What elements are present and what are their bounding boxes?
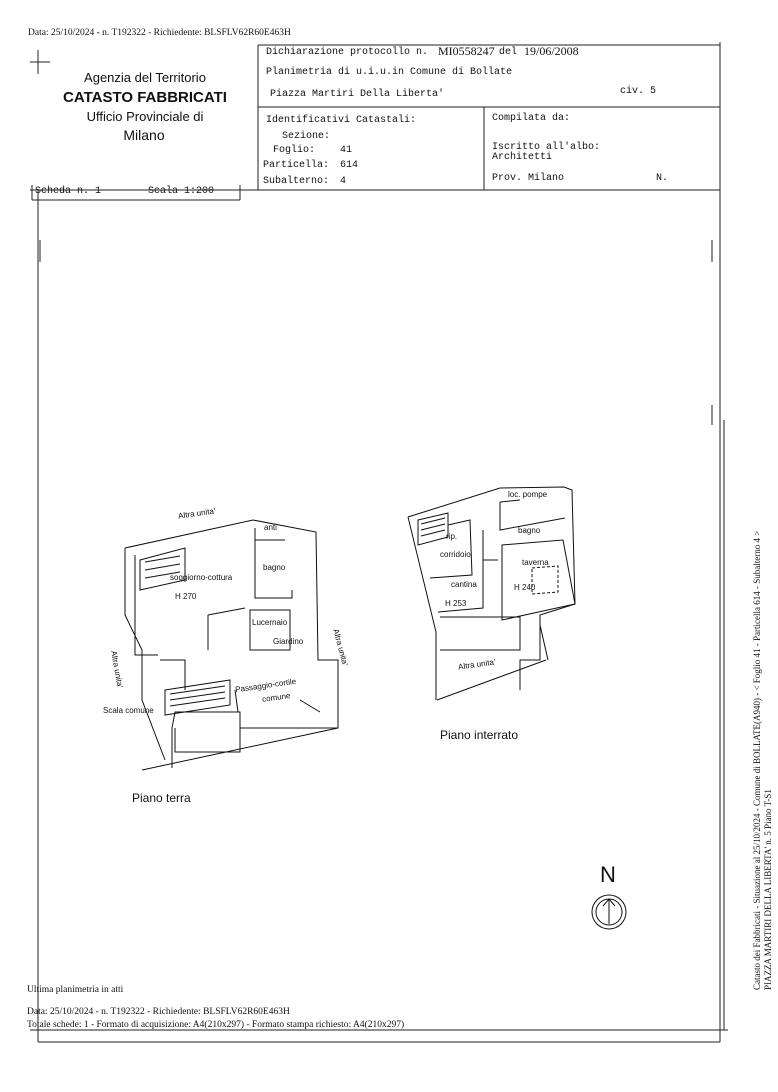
label-bagno-terra: bagno [263, 563, 286, 572]
catasto-title: CATASTO FABBRICATI [63, 89, 227, 106]
last-plan-note: Ultima planimetria in atti [27, 985, 124, 995]
agency-name: Agenzia del Territorio [84, 70, 206, 85]
protocol-date: 19/06/2008 [524, 44, 579, 58]
label-scala-comune: Scala comune [103, 706, 154, 715]
planimetria-title: Planimetria di u.i.u.in Comune di Bollate [266, 67, 513, 78]
particella-value: 614 [340, 160, 359, 171]
sezione-label: Sezione: [282, 131, 331, 142]
side-line-1: Catasto dei Fabbricati - Situazione al 25/10/2024 - Comune di BOLLATE(A940) - < Foglio 41 - Particella 614 - Subalterno 4 > [752, 530, 762, 990]
label-rip: rip. [446, 532, 458, 541]
north-label: N [600, 862, 616, 887]
foglio-label: Foglio: [273, 145, 316, 156]
label-corridoio: corridoio [440, 550, 471, 559]
label-h-253: H 253 [445, 599, 467, 608]
compilata-title: Compilata da: [492, 113, 571, 124]
subalterno-label: Subalterno: [263, 176, 330, 187]
side-cadastral-info [752, 531, 774, 990]
label-altra-unita-left: Altra unita' [109, 650, 125, 689]
request-meta: Data: 25/10/2024 - n. T192322 - Richiedente: BLSFLV62R60E463H [28, 28, 291, 38]
label-altra-unita-top: Altra unita' [177, 506, 216, 521]
office-city: Milano [123, 127, 165, 143]
basement-title: Piano interrato [440, 728, 519, 742]
label-h-270: H 270 [175, 592, 197, 601]
footer-format-info: Totale schede: 1 - Formato di acquisizione: A4(210x297) - Formato stampa richiesto: A4(210x297) [27, 1020, 405, 1030]
prov-label: Prov. Milano [492, 173, 565, 184]
label-anti: anti [264, 523, 277, 532]
particella-label: Particella: [263, 160, 330, 171]
scale: Scala 1:200 [148, 186, 215, 197]
side-line-2: PIAZZA MARTIRI DELLA LIBERTA' n. 5 Piano T-S1 [763, 789, 773, 990]
basement-plan [408, 487, 575, 700]
protocol-label: Dichiarazione protocollo n. [266, 47, 429, 58]
scheda-number: Scheda n. 1 [35, 186, 102, 197]
label-bagno-interrato: bagno [518, 526, 541, 535]
office-line: Ufficio Provinciale di [86, 109, 204, 124]
subalterno-value: 4 [340, 176, 347, 187]
protocol-number: MI0558247 [438, 44, 495, 58]
label-soggiorno: soggiorno-cottura [170, 573, 233, 582]
footer-request-meta: Data: 25/10/2024 - n. T192322 - Richiedente: BLSFLV62R60E463H [27, 1007, 290, 1017]
label-cantina: cantina [451, 580, 477, 589]
label-lucernaio: Lucernaio [252, 618, 288, 627]
label-giardino: Giardino [273, 637, 304, 646]
albo-label: Iscritto all'albo: [492, 142, 601, 153]
foglio-value: 41 [340, 145, 353, 156]
label-comune: comune [261, 691, 291, 704]
label-passaggio: Passaggio-cortile [234, 676, 297, 695]
civic-number: civ. 5 [620, 86, 657, 97]
label-loc-pompe: loc. pompe [508, 490, 548, 499]
albo-value: Architetti [492, 152, 553, 163]
north-arrow [592, 895, 626, 929]
label-altra-unita-interrato: Altra unita' [457, 657, 496, 672]
ground-floor-plan [125, 520, 338, 770]
label-h-240: H 240 [514, 583, 536, 592]
label-altra-unita-right: Altra unita' [331, 628, 350, 667]
n-label: N. [656, 173, 669, 184]
ground-floor-title: Piano terra [132, 791, 191, 805]
address: Piazza Martiri Della Liberta' [270, 89, 445, 100]
identificativi-title: Identificativi Catastali: [266, 115, 417, 126]
label-taverna: taverna [522, 558, 549, 567]
protocol-date-label: del [499, 47, 518, 58]
